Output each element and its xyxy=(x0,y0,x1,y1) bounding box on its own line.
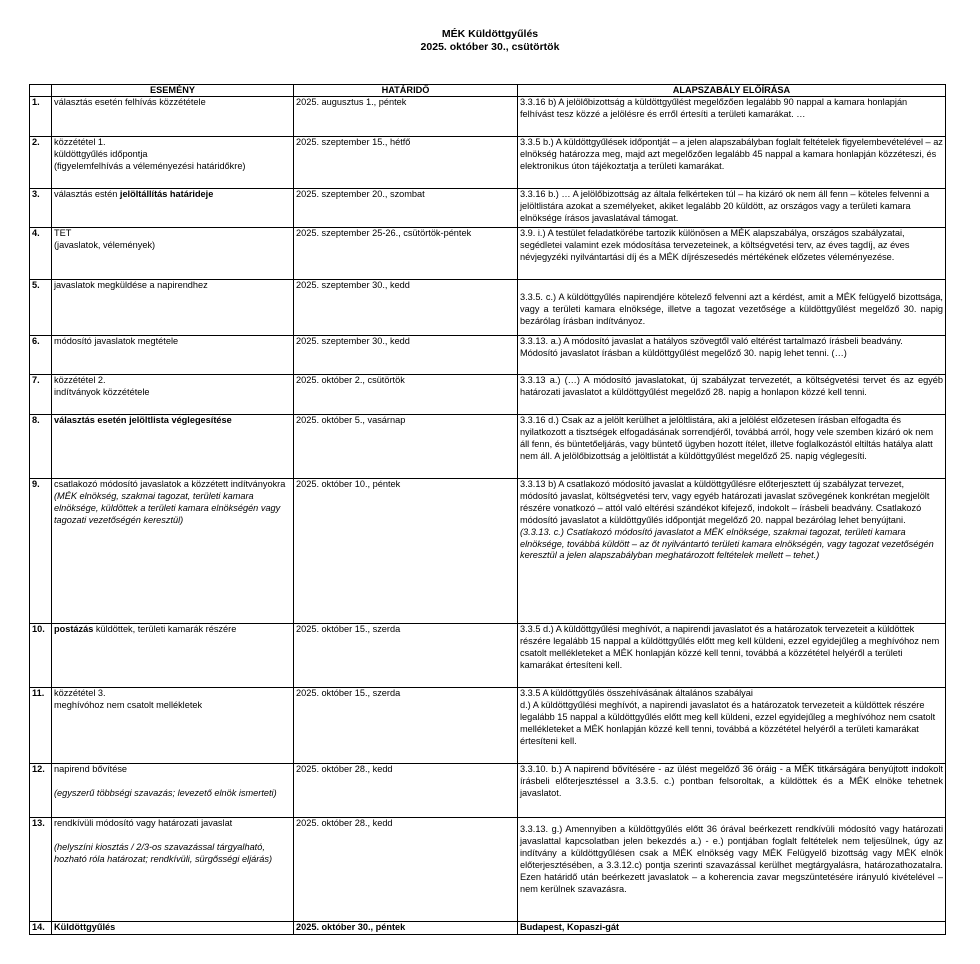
event-cell xyxy=(52,375,294,415)
table-row xyxy=(30,189,946,228)
rule-text: 3.3.13. g.) Amennyiben a küldöttgyűlés előtt 36 órával beérkezett rendkívüli módosító vagy határozati javaslattal kapcsolatban jelen bekezdés a.) - e.) pontjában foglalt feltételek nem teljesülnek, úgy az indítvány a küldöttgyűlésen csak a MÉK elnökség vagy MÉK Felügyelő bizottság vagy MÉK elnök előterjesztésében, a 3.3.12.c) pontja szerinti szavazással kerülhet megtárgyalásra, határozathozatalra. Ezen határidő után beérkezett javaslatok – a koherencia zavar megszüntetésére irányuló kivételével – nem kerülnek szavazásra. xyxy=(520,824,943,894)
rule-note: (3.3.13. c.) Csatlakozó módosító javaslatot a MÉK elnöksége, szakmai tagozat, területi kamara elnöksége, továbbá küldött – az őt nyilvántartó területi kamara elnökségén, vagy tagozat vezetőségén keresztül a jelen alapszabályban meghatározott feltételek mellett – tehet.) xyxy=(520,526,934,561)
deadline-cell: 2025. október 10., péntek xyxy=(294,479,518,624)
rule-cell: 3.3.5 d.) A küldöttgyűlési meghívót, a napirendi javaslatot és a határozatok tervezeteit a küldöttek részére legalább 15 nappal a küldöttgyűlés előtt meg kell küldeni, ezzel egyidejűleg a meghívóhoz nem csatolt mellékleteket a MÉK honlapján közzé kell tenni, továbbá a közzététel helyéről a területi kamarákat értesíteni kell. xyxy=(518,624,946,688)
row-number: 1. xyxy=(30,97,52,137)
deadline-cell: 2025. október 2., csütörtök xyxy=(294,375,518,415)
table-row xyxy=(30,336,946,375)
rule-cell xyxy=(518,479,946,624)
deadline-cell: 2025. október 15., szerda xyxy=(294,624,518,688)
deadline-cell: 2025. szeptember 15., hétfő xyxy=(294,137,518,189)
table-row xyxy=(30,688,946,764)
row-number: 14. xyxy=(30,922,52,935)
rule-cell: Budapest, Kopaszi-gát xyxy=(518,922,946,935)
rule-cell: 3.3.16 d.) Csak az a jelölt kerülhet a jelöltlistára, aki a jelölést előzetesen írásban elfogadta és nyilatkozott a tisztségek elfogadásának sorrendjéről, továbbá arról, hogy vele szemben kizáró ok nem áll fenn, és büntetőeljárás, vagy büntető ügyben hozott ítélet, illetve foglalkozástól eltiltás hatálya alatt nem áll. A jelölőbizottság a jelöltlistát a küldöttgyűlést megelőző 25. napig véglegesíti. xyxy=(518,415,946,479)
deadline-cell: 2025. október 28., kedd xyxy=(294,764,518,818)
event-emphasis: postázás xyxy=(54,624,94,634)
event-line: küldöttgyűlés időpontja xyxy=(54,148,148,159)
table-row xyxy=(30,764,946,818)
table-row xyxy=(30,818,946,922)
event-cell: javaslatok megküldése a napirendhez xyxy=(52,280,294,336)
table-row xyxy=(30,375,946,415)
row-number: 9. xyxy=(30,479,52,624)
rule-cell: 3.3.16 b.) … A jelölőbizottság az általa felkérteken túl – ha kizáró ok nem áll fenn – köteles felvenni a jelöltlistára azokat a személyeket, akiket legalább 20 küldött, az országos vagy a területi kamara elnöksége írásos javaslatával támogat. xyxy=(518,189,946,228)
header-event: ESEMÉNY xyxy=(52,85,294,97)
table-row xyxy=(30,624,946,688)
row-number: 5. xyxy=(30,280,52,336)
event-text: választás estén xyxy=(54,189,120,199)
event-note: (helyszíni kiosztás / 2/3-os szavazással tárgyalható, hozható róla határozat; rendkívüli, sürgősségi eljárás) xyxy=(54,841,273,864)
table-row xyxy=(30,280,946,336)
event-cell xyxy=(52,624,294,688)
event-line: napirend bővítése xyxy=(54,764,128,774)
row-number: 3. xyxy=(30,189,52,228)
event-line: közzététel 2. xyxy=(54,375,106,385)
rule-cell: 3.3.16 b) A jelölőbizottság a küldöttgyűlést megelőzően legalább 90 nappal a kamara honlapján felhívást tesz közzé a jelölésre és erről értesíti a területi kamarákat. … xyxy=(518,97,946,137)
event-note: (MÉK elnökség, szakmai tagozat, területi kamara elnöksége, küldöttek a területi kamara elnökségén vagy tagozati vezetőségén keresztül) xyxy=(54,490,281,525)
event-cell: választás esetén jelöltlista véglegesítése xyxy=(52,415,294,479)
rule-cell xyxy=(518,818,946,922)
row-number: 8. xyxy=(30,415,52,479)
rule-cell xyxy=(518,688,946,764)
header-deadline: HATÁRIDŐ xyxy=(294,85,518,97)
header-rule: ALAPSZABÁLY ELŐÍRÁSA xyxy=(518,85,946,97)
event-cell: módosító javaslatok megtétele xyxy=(52,336,294,375)
event-line: rendkívüli módosító vagy határozati javaslat xyxy=(54,818,233,828)
rule-text: 3.3.13 b) A csatlakozó módosító javaslat a küldöttgyűlésre előterjesztett új szabályzat tervezet, módosító javaslat, költségvetési terv, vagy egyéb határozati javaslat szövegének konkrétan megjelölt részére vonatkozó – attól való eltérési szándékot kifejező, indokolt – írásbeli beadvány. Csatlakozó módosító javaslatot a küldöttgyűlés időpontját megelőző 20. nappal bezárólag lehet benyújtani. xyxy=(520,479,930,525)
event-note: (egyszerű többségi szavazás; levezető elnök ismerteti) xyxy=(54,787,277,798)
schedule-table xyxy=(29,84,946,935)
event-emphasis: jelöltállítás határideje xyxy=(119,189,214,199)
event-line: (javaslatok, vélemények) xyxy=(54,239,156,250)
row-number: 10. xyxy=(30,624,52,688)
deadline-cell: 2025. szeptember 25-26., csütörtök-péntek xyxy=(294,228,518,280)
document-title xyxy=(0,28,980,54)
event-cell xyxy=(52,688,294,764)
event-line: közzététel 1. xyxy=(54,137,106,147)
rule-cell: 3.3.10. b.) A napirend bővítésére - az ülést megelőző 36 óráig - a MÉK titkárságára benyújtott indokolt írásbeli előterjesztéssel a 3.3.5. c.) pontban felsoroltak, a küldöttek és a MÉK elnöke tehetnek javaslatot. xyxy=(518,764,946,818)
event-cell: Küldöttgyűlés xyxy=(52,922,294,935)
event-line: TET xyxy=(54,228,72,238)
table-header-row xyxy=(30,85,946,97)
document-title-line2: 2025. október 30., csütörtök xyxy=(420,41,560,53)
event-cell xyxy=(52,479,294,624)
rule-cell: 3.3.5 b.) A küldöttgyűlések időpontját – a jelen alapszabályban foglalt feltételek figyelembevételével – az elnökség határozza meg, majd azt megelőzően legalább 45 nappal a kamara honlapján közzéteszi, és elektronikus úton tájékoztatja a területi kamarákat. xyxy=(518,137,946,189)
deadline-cell: 2025. október 15., szerda xyxy=(294,688,518,764)
event-line: csatlakozó módosító javaslatok a közzétett indítványokra xyxy=(54,479,286,489)
rule-text: d.) A küldöttgyűlési meghívót, a napirendi javaslatot és a határozatok tervezeteit a küldöttek részére legalább 15 nappal a küldöttgyűlés előtt meg kell küldeni, ezzel egyidejűleg a meghívóhoz nem csatolt mellékleteket a MÉK honlapján közzé kell tenni, továbbá a közzététel helyéről a területi kamarákat értesíteni kell. xyxy=(520,699,936,746)
event-cell: választás esetén felhívás közzététele xyxy=(52,97,294,137)
deadline-cell: 2025. október 5., vasárnap xyxy=(294,415,518,479)
row-number: 7. xyxy=(30,375,52,415)
event-text: küldöttek, területi kamarák részére xyxy=(93,624,237,634)
deadline-cell: 2025. szeptember 30., kedd xyxy=(294,280,518,336)
event-cell xyxy=(52,818,294,922)
deadline-cell: 2025. szeptember 30., kedd xyxy=(294,336,518,375)
document-title-line1: MÉK Küldöttgyűlés xyxy=(441,28,539,40)
rule-cell xyxy=(518,280,946,336)
row-number: 6. xyxy=(30,336,52,375)
row-number: 12. xyxy=(30,764,52,818)
table-row xyxy=(30,479,946,624)
event-cell xyxy=(52,189,294,228)
rule-heading: 3.3.5 A küldöttgyűlés összehívásának általános szabályai xyxy=(520,688,753,698)
deadline-cell: 2025. október 30., péntek xyxy=(294,922,518,935)
rule-cell: 3.3.13. a.) A módosító javaslat a hatályos szövegtől való eltérést tartalmazó írásbeli beadvány. Módosító javaslatot írásban a küldöttgyűlést megelőző 30. napig lehet tenni. (…) xyxy=(518,336,946,375)
rule-cell: 3.3.13 a.) (…) A módosító javaslatokat, új szabályzat tervezetét, a költségvetési tervet és az egyéb határozati javaslatot a küldöttgyűlést megelőző 28. napig a honlapon közzé kell tenni. xyxy=(518,375,946,415)
table-row xyxy=(30,137,946,189)
event-line: indítványok közzététele xyxy=(54,386,150,397)
event-cell xyxy=(52,228,294,280)
row-number: 2. xyxy=(30,137,52,189)
header-number xyxy=(30,85,52,97)
event-cell xyxy=(52,137,294,189)
row-number: 11. xyxy=(30,688,52,764)
table-row xyxy=(30,922,946,935)
event-line: (figyelemfelhívás a véleményezési határidőkre) xyxy=(54,160,246,171)
table-row xyxy=(30,228,946,280)
event-line: közzététel 3. xyxy=(54,688,106,698)
rule-cell: 3.9. i.) A testület feladatkörébe tartozik különösen a MÉK alapszabálya, országos szabályzatai, segédletei valamint ezek módosítása tervezeteinek, a költségvetési terv, az éves tagdíj, az éves névjegyzéki nyilvántartási díj és a MÉK díjrészesedés mértékének előzetes véleményezése. xyxy=(518,228,946,280)
event-cell xyxy=(52,764,294,818)
deadline-cell: 2025. október 28., kedd xyxy=(294,818,518,922)
row-number: 4. xyxy=(30,228,52,280)
deadline-cell: 2025. augusztus 1., péntek xyxy=(294,97,518,137)
table-row xyxy=(30,415,946,479)
event-line: meghívóhoz nem csatolt mellékletek xyxy=(54,699,203,710)
rule-text: 3.3.5. c.) A küldöttgyűlés napirendjére kötelező felvenni azt a kérdést, amit a MÉK felügyelő bizottsága, vagy a területi kamara elnöksége, illetve a tagozat vezetősége a küldöttgyűlést megelőző 30. napig bezárólag írásban indítványoz. xyxy=(520,292,943,326)
table-row xyxy=(30,97,946,137)
row-number: 13. xyxy=(30,818,52,922)
deadline-cell: 2025. szeptember 20., szombat xyxy=(294,189,518,228)
